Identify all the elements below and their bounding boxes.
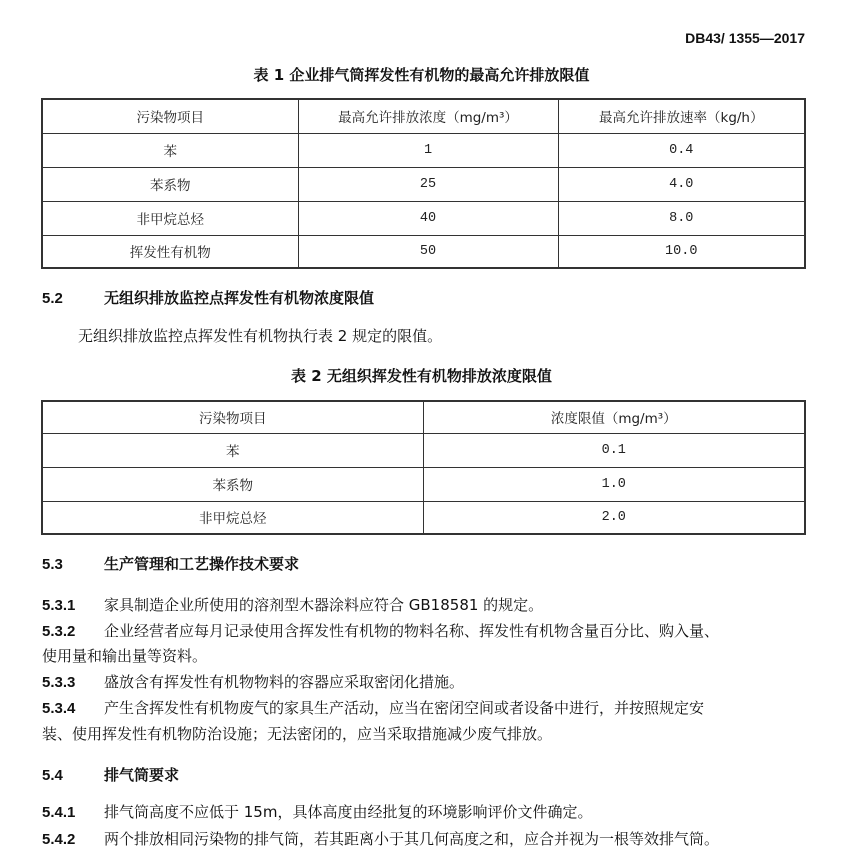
cell: 40: [298, 201, 558, 235]
table2-title: 表 2 无组织挥发性有机物排放浓度限值: [291, 367, 552, 385]
header-cell: 污染物项目: [42, 401, 423, 433]
cell: 非甲烷总烃: [42, 501, 423, 534]
header-cell: 最高允许排放浓度（mg/m³）: [298, 99, 558, 133]
cell: 4.0: [558, 167, 805, 201]
clause-number: 5.3.1: [42, 597, 76, 614]
clause-5-3-1: [42, 594, 543, 615]
table-header-row: [42, 99, 805, 133]
cell: 0.4: [558, 133, 805, 167]
clause-5-3-4-cont: 装、使用挥发性有机物防治设施；无法密闭的，应当采取措施减少废气排放。: [42, 725, 553, 743]
section-title: 排气筒要求: [104, 766, 180, 784]
clause-number: 5.3.2: [42, 623, 76, 640]
clause-text: 排气筒高度不应低于 15m，具体高度由经批复的环境影响评价文件确定。: [104, 803, 593, 821]
clause-5-3-2-cont: 使用量和输出量等资料。: [42, 647, 208, 665]
section-title: 生产管理和工艺操作技术要求: [104, 555, 300, 573]
cell: 1: [298, 133, 558, 167]
cell: 25: [298, 167, 558, 201]
clause-text: 两个排放相同污染物的排气筒，若其距离小于其几何高度之和，应合并视为一根等效排气筒。: [104, 830, 720, 848]
table-row: [42, 201, 805, 235]
section-5-4-heading: [42, 764, 179, 785]
cell: 50: [298, 235, 558, 268]
clause-text: 盛放含有挥发性有机物物料的容器应采取密闭化措施。: [104, 673, 465, 691]
table-row: [42, 235, 805, 268]
clause-text: 家具制造企业所使用的溶剂型木器涂料应符合 GB18581 的规定。: [104, 596, 544, 614]
section-number: 5.3: [42, 556, 63, 573]
section-number: 5.4: [42, 767, 63, 784]
table-header-row: [42, 401, 805, 433]
clause-5-4-2: [42, 828, 719, 849]
header-cell: 污染物项目: [42, 99, 298, 133]
section-5-3-heading: [42, 553, 299, 574]
clause-text: 产生含挥发性有机物废气的家具生产活动，应当在密闭空间或者设备中进行，并按照规定安: [104, 699, 705, 717]
header-cell: 最高允许排放速率（kg/h）: [558, 99, 805, 133]
cell: 苯系物: [42, 467, 423, 501]
section-number: 5.2: [42, 290, 63, 307]
table-row: [42, 501, 805, 534]
cell: 挥发性有机物: [42, 235, 298, 268]
cell: 苯: [42, 433, 423, 467]
table2: [41, 400, 806, 535]
table-row: [42, 167, 805, 201]
clause-number: 5.3.3: [42, 674, 76, 691]
clause-number: 5.3.4: [42, 700, 76, 717]
table-row: [42, 433, 805, 467]
cell: 苯系物: [42, 167, 298, 201]
clause-5-3-3: [42, 671, 464, 692]
clause-5-3-4: [42, 697, 704, 718]
cell: 1.0: [423, 467, 805, 501]
clause-number: 5.4.1: [42, 804, 76, 821]
header-cell: 浓度限值（mg/m³）: [423, 401, 805, 433]
cell: 8.0: [558, 201, 805, 235]
section-title: 无组织排放监控点挥发性有机物浓度限值: [104, 289, 375, 307]
doc-number: DB43/ 1355—2017: [685, 30, 805, 46]
cell: 10.0: [558, 235, 805, 268]
table1: [41, 98, 806, 269]
cell: 2.0: [423, 501, 805, 534]
clause-5-3-2: [42, 620, 719, 641]
clause-5-4-1: [42, 801, 592, 822]
section-5-2-text: 无组织排放监控点挥发性有机物执行表 2 规定的限值。: [78, 327, 443, 345]
cell: 0.1: [423, 433, 805, 467]
clause-number: 5.4.2: [42, 831, 76, 848]
table-row: [42, 133, 805, 167]
clause-text: 企业经营者应每月记录使用含挥发性有机物的物料名称、挥发性有机物含量百分比、购入量、: [104, 622, 720, 640]
table-row: [42, 467, 805, 501]
section-5-2-heading: [42, 287, 374, 308]
table1-title: 表 1 企业排气筒挥发性有机物的最高允许排放限值: [253, 66, 590, 84]
cell: 苯: [42, 133, 298, 167]
cell: 非甲烷总烃: [42, 201, 298, 235]
